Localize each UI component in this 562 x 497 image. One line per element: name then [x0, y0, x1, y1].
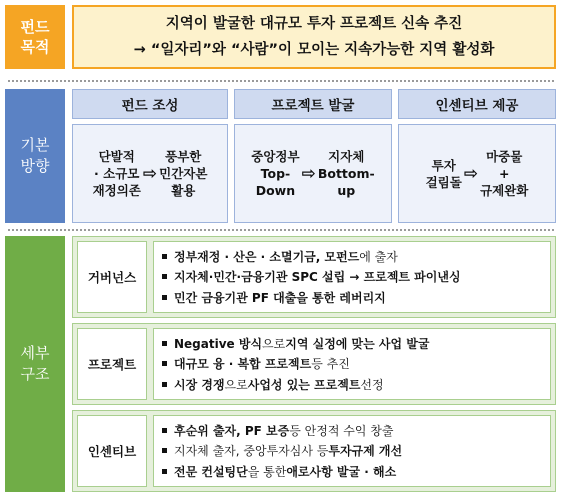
- project-discovery-after: [318, 148, 375, 199]
- incentive-label: [77, 415, 147, 487]
- item-text-bold: 대규모 융 · 복합 프로젝트: [174, 357, 312, 372]
- before-text: 중앙정부: [251, 149, 300, 164]
- item-text-bold: 후순위 출자, PF 보증: [174, 423, 290, 438]
- right-arrow-icon: ⇨: [142, 163, 158, 184]
- bullet-icon: [162, 428, 167, 433]
- bullet-icon: [162, 274, 167, 279]
- header-project-discovery: [234, 89, 392, 119]
- right-arrow-icon: ⇨: [463, 163, 479, 184]
- after-text: 활용: [171, 183, 196, 198]
- cell-fund-formation: [72, 124, 228, 223]
- fund-purpose-label-line1: 펀드: [20, 18, 50, 36]
- item-text: 으로: [262, 336, 286, 351]
- basic-direction-label: [5, 89, 65, 223]
- incentive-after: [480, 148, 528, 199]
- bullet-icon: [162, 341, 167, 346]
- item-text: 지자체 출자, 중앙투자심사 등: [174, 444, 329, 459]
- list-item: [162, 248, 542, 265]
- project-label: [77, 328, 147, 400]
- detail-structure-label: [5, 236, 65, 492]
- item-text-bold: 민간 금융기관 PF 대출을 통한 레버리지: [174, 291, 386, 306]
- list-item: [162, 376, 542, 393]
- list-item: [162, 463, 542, 480]
- fund-purpose-line2: → “일자리”와 “사람”이 모이는 지속가능한 지역 활성화: [133, 42, 495, 58]
- before-text: 단발적: [98, 149, 135, 164]
- item-text: 에 출자: [359, 249, 398, 264]
- item-text-bold: 지역 실정에 맞는 사업 발굴: [285, 336, 430, 351]
- list-item: [162, 289, 542, 306]
- fund-formation-after: [159, 148, 207, 199]
- fund-purpose-label: [5, 5, 65, 69]
- fund-purpose-panel: [72, 5, 556, 69]
- basic-direction-label-line2: 방향: [20, 157, 50, 175]
- before-text: Down: [255, 183, 296, 198]
- header-project-discovery-text: 프로젝트 발굴: [271, 98, 355, 114]
- detail-structure-label-line2: 구조: [20, 365, 50, 383]
- item-text-bold: 애로사항 발굴 · 해소: [286, 465, 397, 480]
- item-text-bold: 정부재정 · 산은 · 소멸기금, 모펀드: [174, 249, 360, 264]
- header-incentive: [398, 89, 556, 119]
- governance-label: [77, 241, 147, 313]
- item-text: 등 안정적 수익 창출: [289, 423, 394, 438]
- project-discovery-before: [251, 148, 299, 199]
- header-incentive-text: 인센티브 제공: [435, 98, 519, 114]
- cell-project-discovery: [234, 124, 392, 223]
- before-text: Top-: [260, 166, 291, 181]
- before-text: 투자: [431, 157, 456, 173]
- item-text: 을 통한: [247, 465, 287, 480]
- incentive-before: [426, 157, 462, 191]
- header-fund-formation-text: 펀드 조성: [121, 98, 179, 114]
- list-item: [162, 422, 542, 439]
- bullet-icon: [162, 469, 167, 474]
- fund-purpose-label-line2: 목적: [20, 38, 50, 56]
- cell-incentive: [398, 124, 556, 223]
- project-items: [153, 328, 551, 400]
- detail-structure-label-line1: 세부: [20, 344, 50, 362]
- before-text: 재정의존: [92, 183, 141, 198]
- fund-purpose-line1: 지역이 발굴한 대규모 투자 프로젝트 신속 추진: [165, 16, 463, 32]
- after-text: 규제완화: [480, 183, 529, 198]
- after-text: 민간자본: [159, 166, 208, 181]
- item-text-bold: 지자체·민간·금융기관 SPC 설립 → 프로젝트 파이낸싱: [174, 270, 461, 285]
- project-label-text: 프로젝트: [87, 357, 137, 372]
- after-text: up: [337, 183, 356, 198]
- governance-items: [153, 241, 551, 313]
- bullet-icon: [162, 295, 167, 300]
- after-text: 마중물: [486, 149, 523, 164]
- list-item: [162, 335, 542, 352]
- list-item: [162, 355, 542, 372]
- item-text-bold: 투자규제 개선: [328, 444, 403, 459]
- item-text-bold: 사업성 있는 프로젝트: [247, 378, 361, 393]
- before-text: · 소규모: [94, 166, 140, 181]
- right-arrow-icon: ⇨: [301, 163, 316, 184]
- list-item: [162, 442, 542, 459]
- fund-formation-before: [93, 148, 141, 199]
- bullet-icon: [162, 382, 167, 387]
- governance-label-text: 거버넌스: [87, 270, 137, 285]
- after-text: 지자체: [328, 149, 365, 164]
- bullet-icon: [162, 254, 167, 259]
- item-text-bold: 시장 경쟁: [174, 378, 225, 393]
- item-text: 선정: [360, 378, 384, 393]
- bullet-icon: [162, 448, 167, 453]
- incentive-label-text: 인센티브: [87, 444, 137, 459]
- incentive-items: [153, 415, 551, 487]
- before-text: 걸림돌: [425, 174, 462, 190]
- after-text: 풍부한: [165, 149, 202, 164]
- item-text-bold: Negative 방식: [174, 336, 263, 351]
- header-fund-formation: [72, 89, 228, 119]
- basic-direction-label-line1: 기본: [20, 136, 50, 154]
- section-divider: [8, 80, 554, 82]
- after-text: +: [498, 166, 510, 181]
- item-text: 으로: [224, 378, 248, 393]
- list-item: [162, 268, 542, 285]
- item-text-bold: 전문 컨설팅단: [174, 465, 248, 480]
- item-text: 등 추진: [311, 357, 350, 372]
- after-text: Bottom-: [317, 166, 375, 181]
- section-divider: [8, 229, 554, 231]
- bullet-icon: [162, 361, 167, 366]
